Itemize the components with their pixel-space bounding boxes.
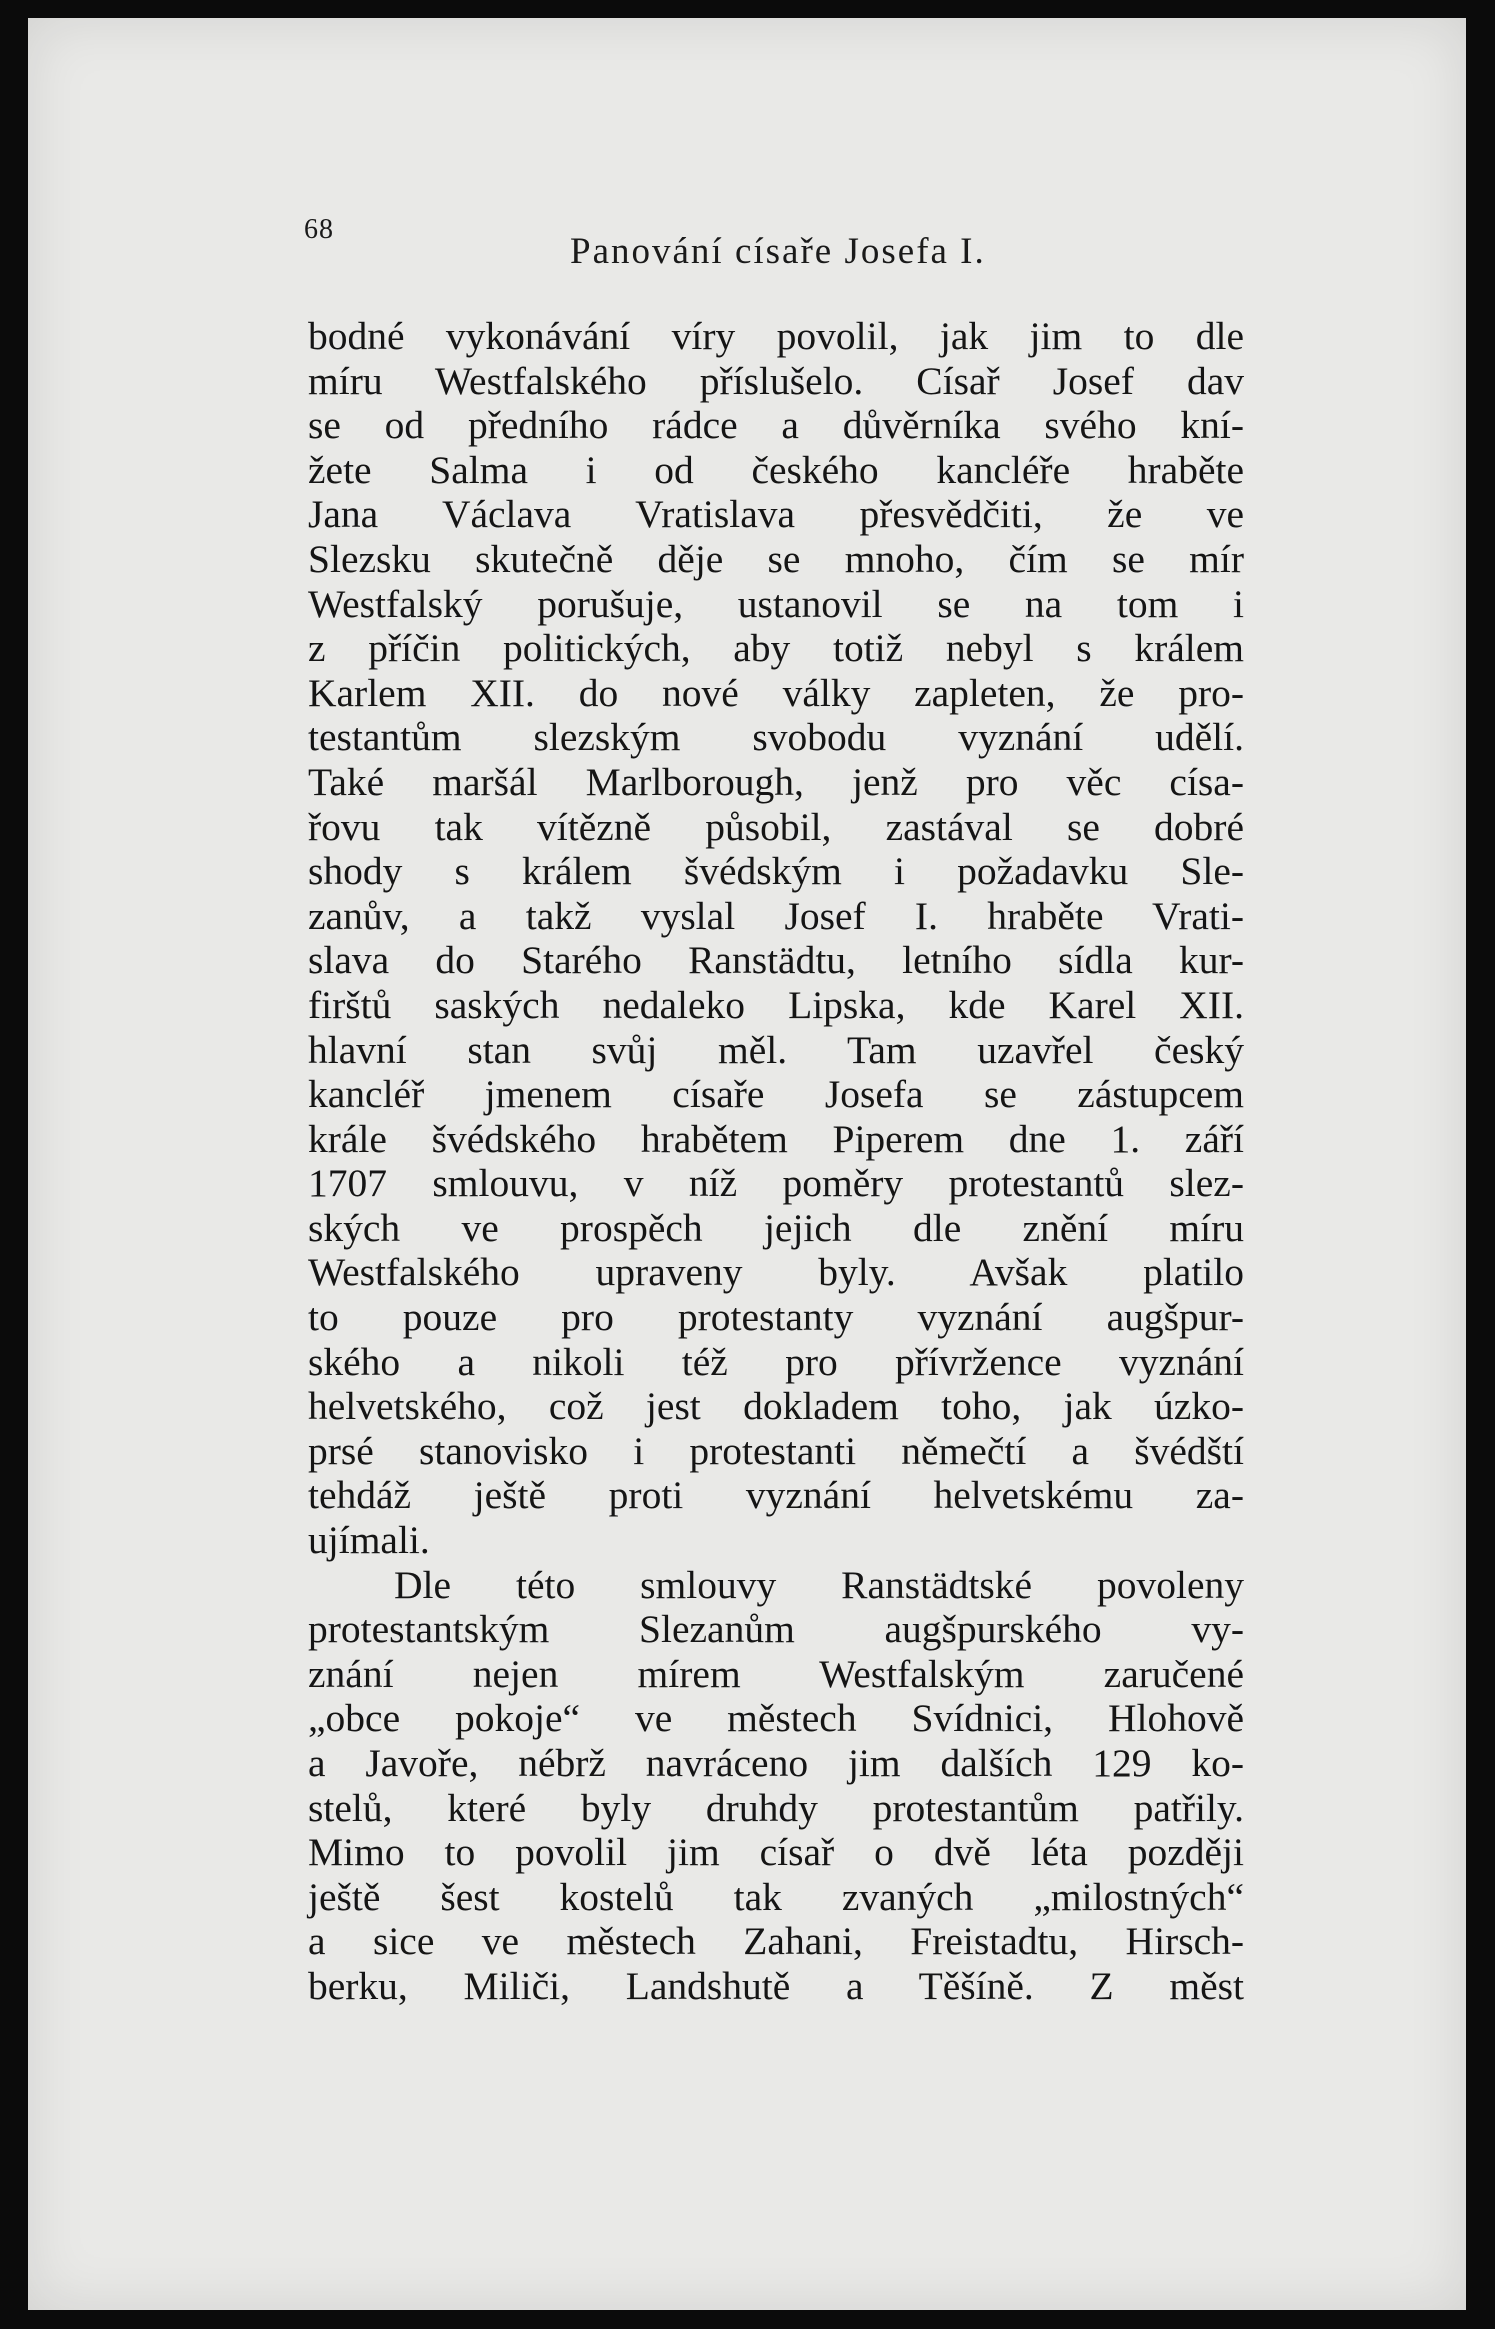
book-page — [28, 18, 1466, 2310]
text-line: 1707 smlouvu, v níž poměry protestantů slez- — [308, 1161, 1244, 1206]
text-line: znání nejen mírem Westfalským zaručené — [308, 1651, 1244, 1696]
text-line: ských ve prospěch jejich dle znění míru — [308, 1205, 1244, 1250]
text-line: helvetského, což jest dokladem toho, jak úzko- — [308, 1384, 1244, 1429]
text-line: míru Westfalského příslušelo. Císař Josef dav — [308, 358, 1244, 403]
running-title: Panování císaře Josefa I. — [570, 231, 986, 272]
text-line: slava do Starého Ranstädtu, letního sídla kur- — [308, 938, 1244, 983]
text-line: shody s králem švédským i požadavku Sle- — [308, 849, 1244, 894]
text-line: prsé stanovisko i protestanti němečtí a švédští — [308, 1428, 1244, 1473]
text-line: z příčin politických, aby totiž nebyl s králem — [308, 626, 1244, 671]
text-line: Slezsku skutečně děje se mnoho, čím se mír — [308, 536, 1244, 581]
text-line: ujímali. — [308, 1518, 430, 1563]
text-line: a Javoře, nébrž navráceno jim dalších 129 ko- — [308, 1741, 1244, 1785]
text-line: ještě šest kostelů tak zvaných „milostných“ — [308, 1874, 1244, 1919]
text-line: „obce pokoje“ ve městech Svídnici, Hlohově — [308, 1696, 1244, 1741]
paragraph — [308, 1563, 1244, 2009]
text-line: hlavní stan svůj měl. Tam uzavřel český — [308, 1027, 1244, 1072]
page-number: 68 — [304, 214, 334, 245]
text-line: bodné vykonávání víry povolil, jak jim to dle — [308, 314, 1244, 358]
text-line: Také maršál Marlborough, jenž pro věc císa- — [308, 759, 1244, 804]
text-line: Mimo to povolil jim císař o dvě léta později — [308, 1830, 1244, 1875]
text-line: Jana Václava Vratislava přesvědčiti, že ve — [308, 492, 1244, 537]
text-line: a sice ve městech Zahani, Freistadtu, Hirsch- — [308, 1919, 1244, 1964]
text-line: Westfalský porušuje, ustanovil se na tom i — [308, 581, 1244, 626]
text-line: zanův, a takž vyslal Josef I. hraběte Vrati- — [308, 893, 1244, 938]
text-line: berku, Miliči, Landshutě a Těšíně. Z měst — [308, 1963, 1244, 2008]
text-line: se od předního rádce a důvěrníka svého kní- — [308, 403, 1244, 448]
text-line: žete Salma i od českého kancléře hraběte — [308, 447, 1244, 492]
text-line: stelů, které byly druhdy protestantům patřily. — [308, 1785, 1244, 1830]
text-line: to pouze pro protestanty vyznání augšpur- — [308, 1295, 1244, 1340]
text-line: kancléř jmenem císaře Josefa se zástupcem — [308, 1072, 1244, 1117]
paragraph — [308, 314, 1244, 1563]
text-line: Dle této smlouvy Ranstädtské povoleny — [394, 1562, 1244, 1607]
text-line: Karlem XII. do nové války zapleten, že pro- — [308, 670, 1244, 715]
text-line: protestantským Slezanům augšpurského vy- — [308, 1607, 1244, 1652]
text-line: ského a nikoli též pro přívržence vyznání — [308, 1339, 1244, 1384]
text-line: firštů saských nedaleko Lipska, kde Karel XII. — [308, 982, 1244, 1027]
text-line: tehdáž ještě proti vyznání helvetskému za- — [308, 1473, 1244, 1518]
text-line: řovu tak vítězně působil, zastával se dobré — [308, 804, 1244, 849]
body-text — [308, 314, 1244, 2009]
text-line: testantům slezským svobodu vyznání udělí. — [308, 715, 1244, 760]
text-line: krále švédského hrabětem Piperem dne 1. září — [308, 1116, 1244, 1161]
text-line: Westfalského upraveny byly. Avšak platilo — [308, 1250, 1244, 1295]
